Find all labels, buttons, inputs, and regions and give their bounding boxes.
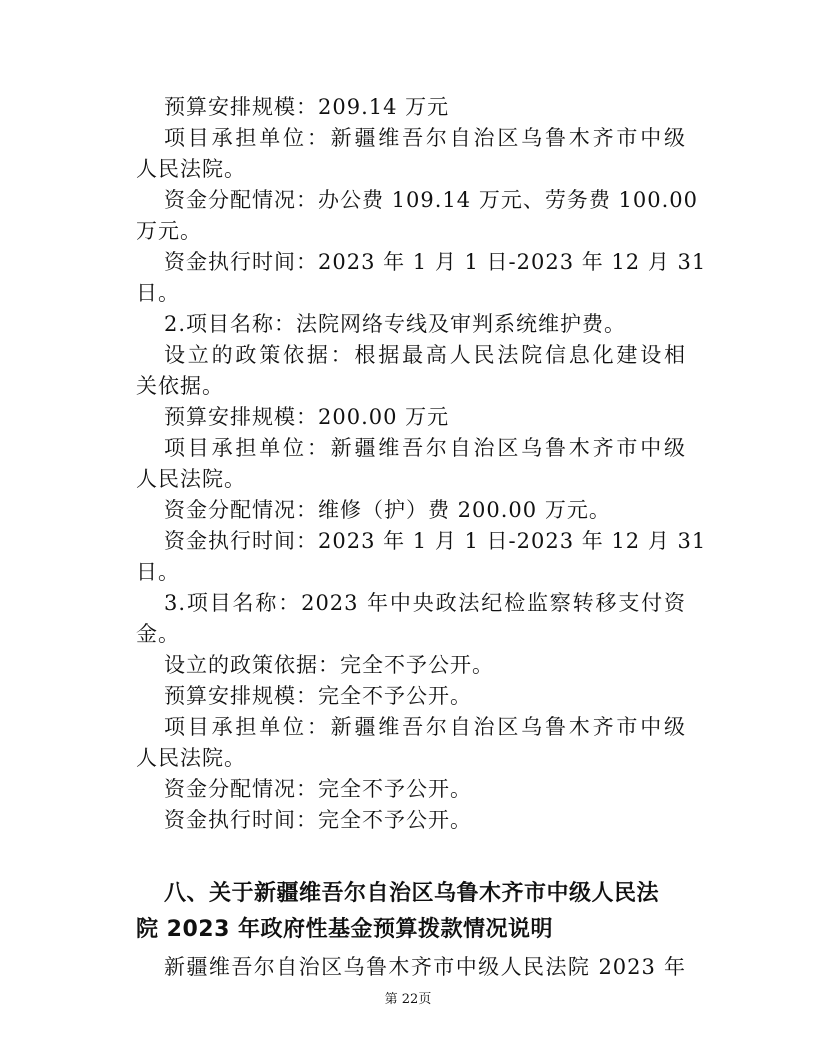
- page-content: [136, 92, 707, 983]
- policy-basis-line-3: 设立的政策依据：完全不予公开。: [164, 653, 494, 677]
- undertaking-unit-line-3: 项目承担单位：新疆维吾尔自治区乌鲁木齐市中级: [164, 715, 686, 739]
- execution-time-line-2-cont: 日。: [136, 560, 180, 584]
- budget-scale-line-1: 预算安排规模：209.14 万元: [164, 95, 450, 119]
- budget-scale-line-3: 预算安排规模：完全不予公开。: [164, 684, 472, 708]
- policy-basis-line-2-cont: 关依据。: [136, 374, 224, 398]
- project-name-3: 3.项目名称：2023 年中央政法纪检监察转移支付资: [164, 591, 686, 615]
- fund-allocation-line-3: 资金分配情况：完全不予公开。: [164, 777, 472, 801]
- execution-time-line-1: 资金执行时间：2023 年 1 月 1 日-2023 年 12 月 31: [164, 250, 707, 274]
- project-name-2: 2.项目名称：法院网络专线及审判系统维护费。: [164, 312, 627, 336]
- section-first-paragraph-line: 新疆维吾尔自治区乌鲁木齐市中级人民法院 2023 年: [164, 955, 686, 979]
- fund-allocation-line-1-cont: 万元。: [136, 219, 202, 243]
- section-heading-line-1: 八、关于新疆维吾尔自治区乌鲁木齐市中级人民法: [164, 881, 660, 906]
- execution-time-line-3: 资金执行时间：完全不予公开。: [164, 808, 472, 832]
- section-heading: [136, 876, 686, 948]
- execution-time-line-1-cont: 日。: [136, 281, 180, 305]
- fund-allocation-line-1: 资金分配情况：办公费 109.14 万元、劳务费 100.00: [164, 188, 698, 212]
- section-heading-line-2: 院 2023 年政府性基金预算拨款情况说明: [136, 917, 554, 942]
- page-number: 第 22页: [384, 992, 432, 1007]
- fund-allocation-line-2: 资金分配情况：维修（护）费 200.00 万元。: [164, 498, 611, 522]
- execution-time-line-2: 资金执行时间：2023 年 1 月 1 日-2023 年 12 月 31: [164, 529, 707, 553]
- undertaking-unit-line-1-cont: 人民法院。: [136, 157, 246, 181]
- budget-scale-line-2: 预算安排规模：200.00 万元: [164, 405, 450, 429]
- undertaking-unit-line-2: 项目承担单位：新疆维吾尔自治区乌鲁木齐市中级: [164, 436, 686, 460]
- undertaking-unit-line-3-cont: 人民法院。: [136, 746, 246, 770]
- undertaking-unit-line-1: 项目承担单位：新疆维吾尔自治区乌鲁木齐市中级: [164, 126, 686, 150]
- project-name-3-cont: 金。: [136, 622, 180, 646]
- undertaking-unit-line-2-cont: 人民法院。: [136, 467, 246, 491]
- policy-basis-line-2: 设立的政策依据：根据最高人民法院信息化建设相: [164, 343, 686, 367]
